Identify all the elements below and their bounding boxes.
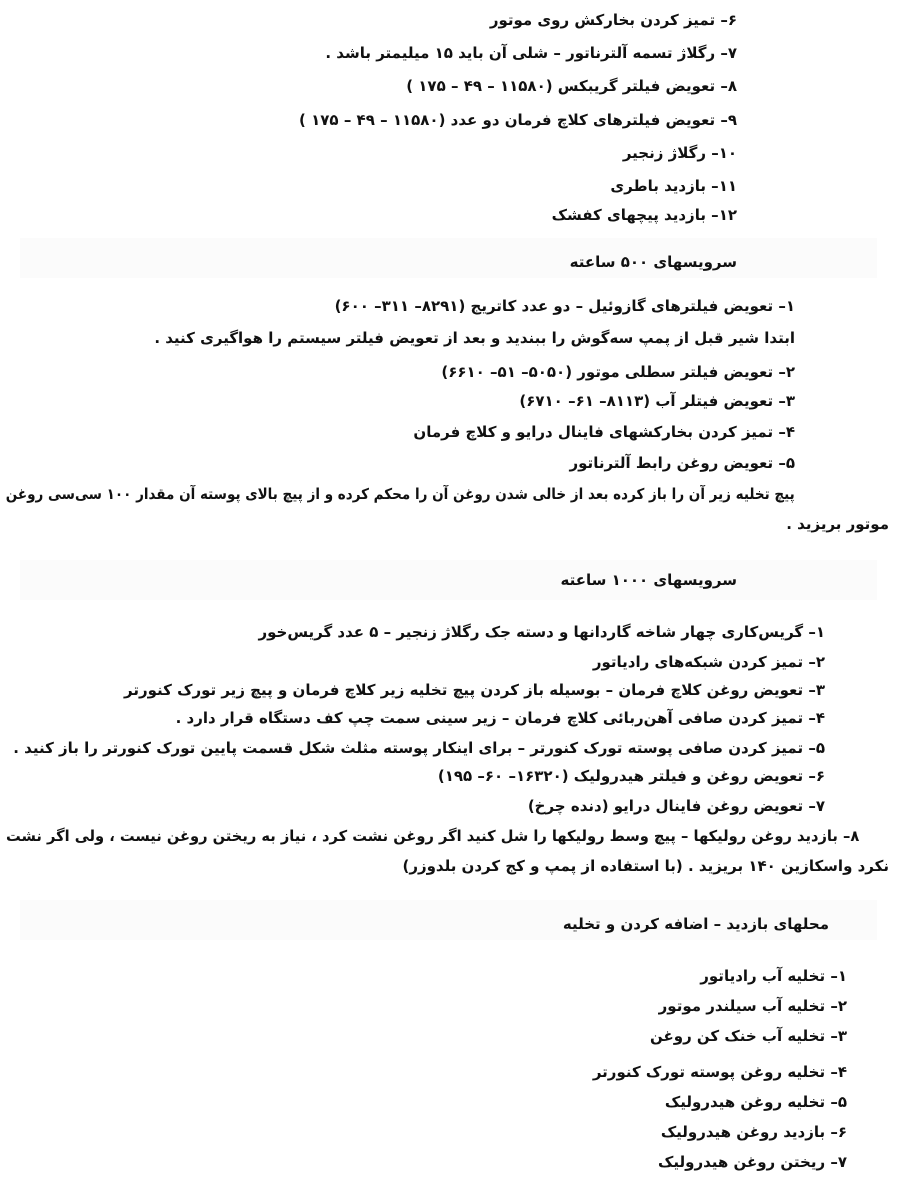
section-heading-500: سرویسهای ۵۰۰ ساعته [569, 253, 737, 271]
list-item: ۴– تمیز کردن بخارکشهای فاینال درایو و کلاچ فرمان [413, 423, 795, 441]
list-item: ۱– تخلیه آب رادیاتور [700, 967, 847, 985]
list-item: ۳– تعویض فیتلر آب (۸۱۱۳– ۶۱– ۶۷۱۰) [519, 392, 795, 410]
list-item: ۶– بازدید روغن هیدرولیک [660, 1123, 847, 1141]
list-item: ۵– تمیز کردن صافی پوسته تورک کنورتر – برای اینکار پوسته مثلث شکل قسمت پایین تورک کنورتر را باز کنید . [13, 739, 825, 757]
list-item: ۷– تعویض روغن فاینال درایو (دنده چرخ) [527, 797, 825, 815]
list-item: ۱۰– رگلاژ زنجیر [622, 144, 737, 162]
list-item: ۱– تعویض فیلترهای گازوئیل – دو عدد کاتریج (۸۲۹۱– ۳۱۱– ۶۰۰) [334, 297, 795, 315]
heading-band [20, 238, 877, 278]
list-item: ۷– رگلاژ تسمه آلترناتور – شلی آن باید ۱۵ میلیمتر باشد . [325, 44, 737, 62]
list-item: ۲– تمیز کردن شبکه‌های رادیاتور [592, 653, 825, 671]
paragraph-line: پیچ تخلیه زیر آن را باز کرده بعد از خالی شدن روغن آن را محکم کرده و از پیچ بالای پوسته آن مقدار ۱۰۰ سی‌سی روغن [5, 485, 795, 503]
list-item: ۸– بازدید روغن رولیکها – پیچ وسط رولیکها را شل کنید اگر روغن نشت کرد ، نیاز به ریختن روغن نیست ، ولی اگر نشت [5, 827, 859, 845]
list-item: ۴– تخلیه روغن پوسته تورک کنورتر [592, 1063, 847, 1081]
list-item: ۳– تخلیه آب خنک کن روغن [650, 1027, 847, 1045]
list-item: ۱– گریس‌کاری چهار شاخه گاردانها و دسته جک رگلاژ زنجیر – ۵ عدد گریس‌خور [258, 623, 825, 641]
list-item: ۸– تعویض فیلتر گریبکس (۱۱۵۸۰ – ۴۹ – ۱۷۵ ) [406, 77, 737, 95]
list-item: ۹– تعویض فیلترهای کلاچ فرمان دو عدد (۱۱۵۸۰ – ۴۹ – ۱۷۵ ) [299, 111, 737, 129]
list-item: ۵– تعویض روغن رابط آلترناتور [569, 454, 795, 472]
list-item: ۱۱– بازدید باطری [610, 177, 737, 195]
list-item: ۷– ریختن روغن هیدرولیک [658, 1153, 847, 1171]
list-item: ۳– تعویض روغن کلاچ فرمان – بوسیله باز کردن پیچ تخلیه زیر کلاچ فرمان و پیچ زیر تورک کنورتر [124, 681, 825, 699]
paragraph-line: موتور بریزید . [786, 515, 889, 533]
section-heading-check: محلهای بازدید – اضافه کردن و تخلیه [562, 915, 829, 933]
paragraph-line: نکرد واسکازین ۱۴۰ بریزید . (با استفاده از پمپ و کج کردن بلدوزر) [402, 857, 889, 875]
heading-band [20, 560, 877, 600]
list-item: ۵– تخلیه روغن هیدرولیک [664, 1093, 847, 1111]
list-item: ۶– تعویض روغن و فیلتر هیدرولیک (۱۶۳۲۰– ۶۰– ۱۹۵) [437, 767, 825, 785]
list-item: ۱۲– بازدید پیچهای کفشک [551, 206, 737, 224]
section-heading-1000: سرویسهای ۱۰۰۰ ساعته [560, 571, 737, 589]
list-item: ۶– تمیز کردن بخارکش روی موتور [489, 11, 737, 29]
paragraph-line: ابتدا شیر قبل از پمپ سه‌گوش را ببندید و بعد از تعویض فیلتر سیستم را هواگیری کنید . [154, 329, 795, 347]
list-item: ۲– تعویض فیلتر سطلی موتور (۵۰۵۰– ۵۱– ۶۶۱۰) [441, 363, 795, 381]
list-item: ۲– تخلیه آب سیلندر موتور [658, 997, 847, 1015]
list-item: ۴– تمیز کردن صافی آهن‌ربائی کلاچ فرمان – زیر سینی سمت چپ کف دستگاه قرار دارد . [175, 709, 825, 727]
